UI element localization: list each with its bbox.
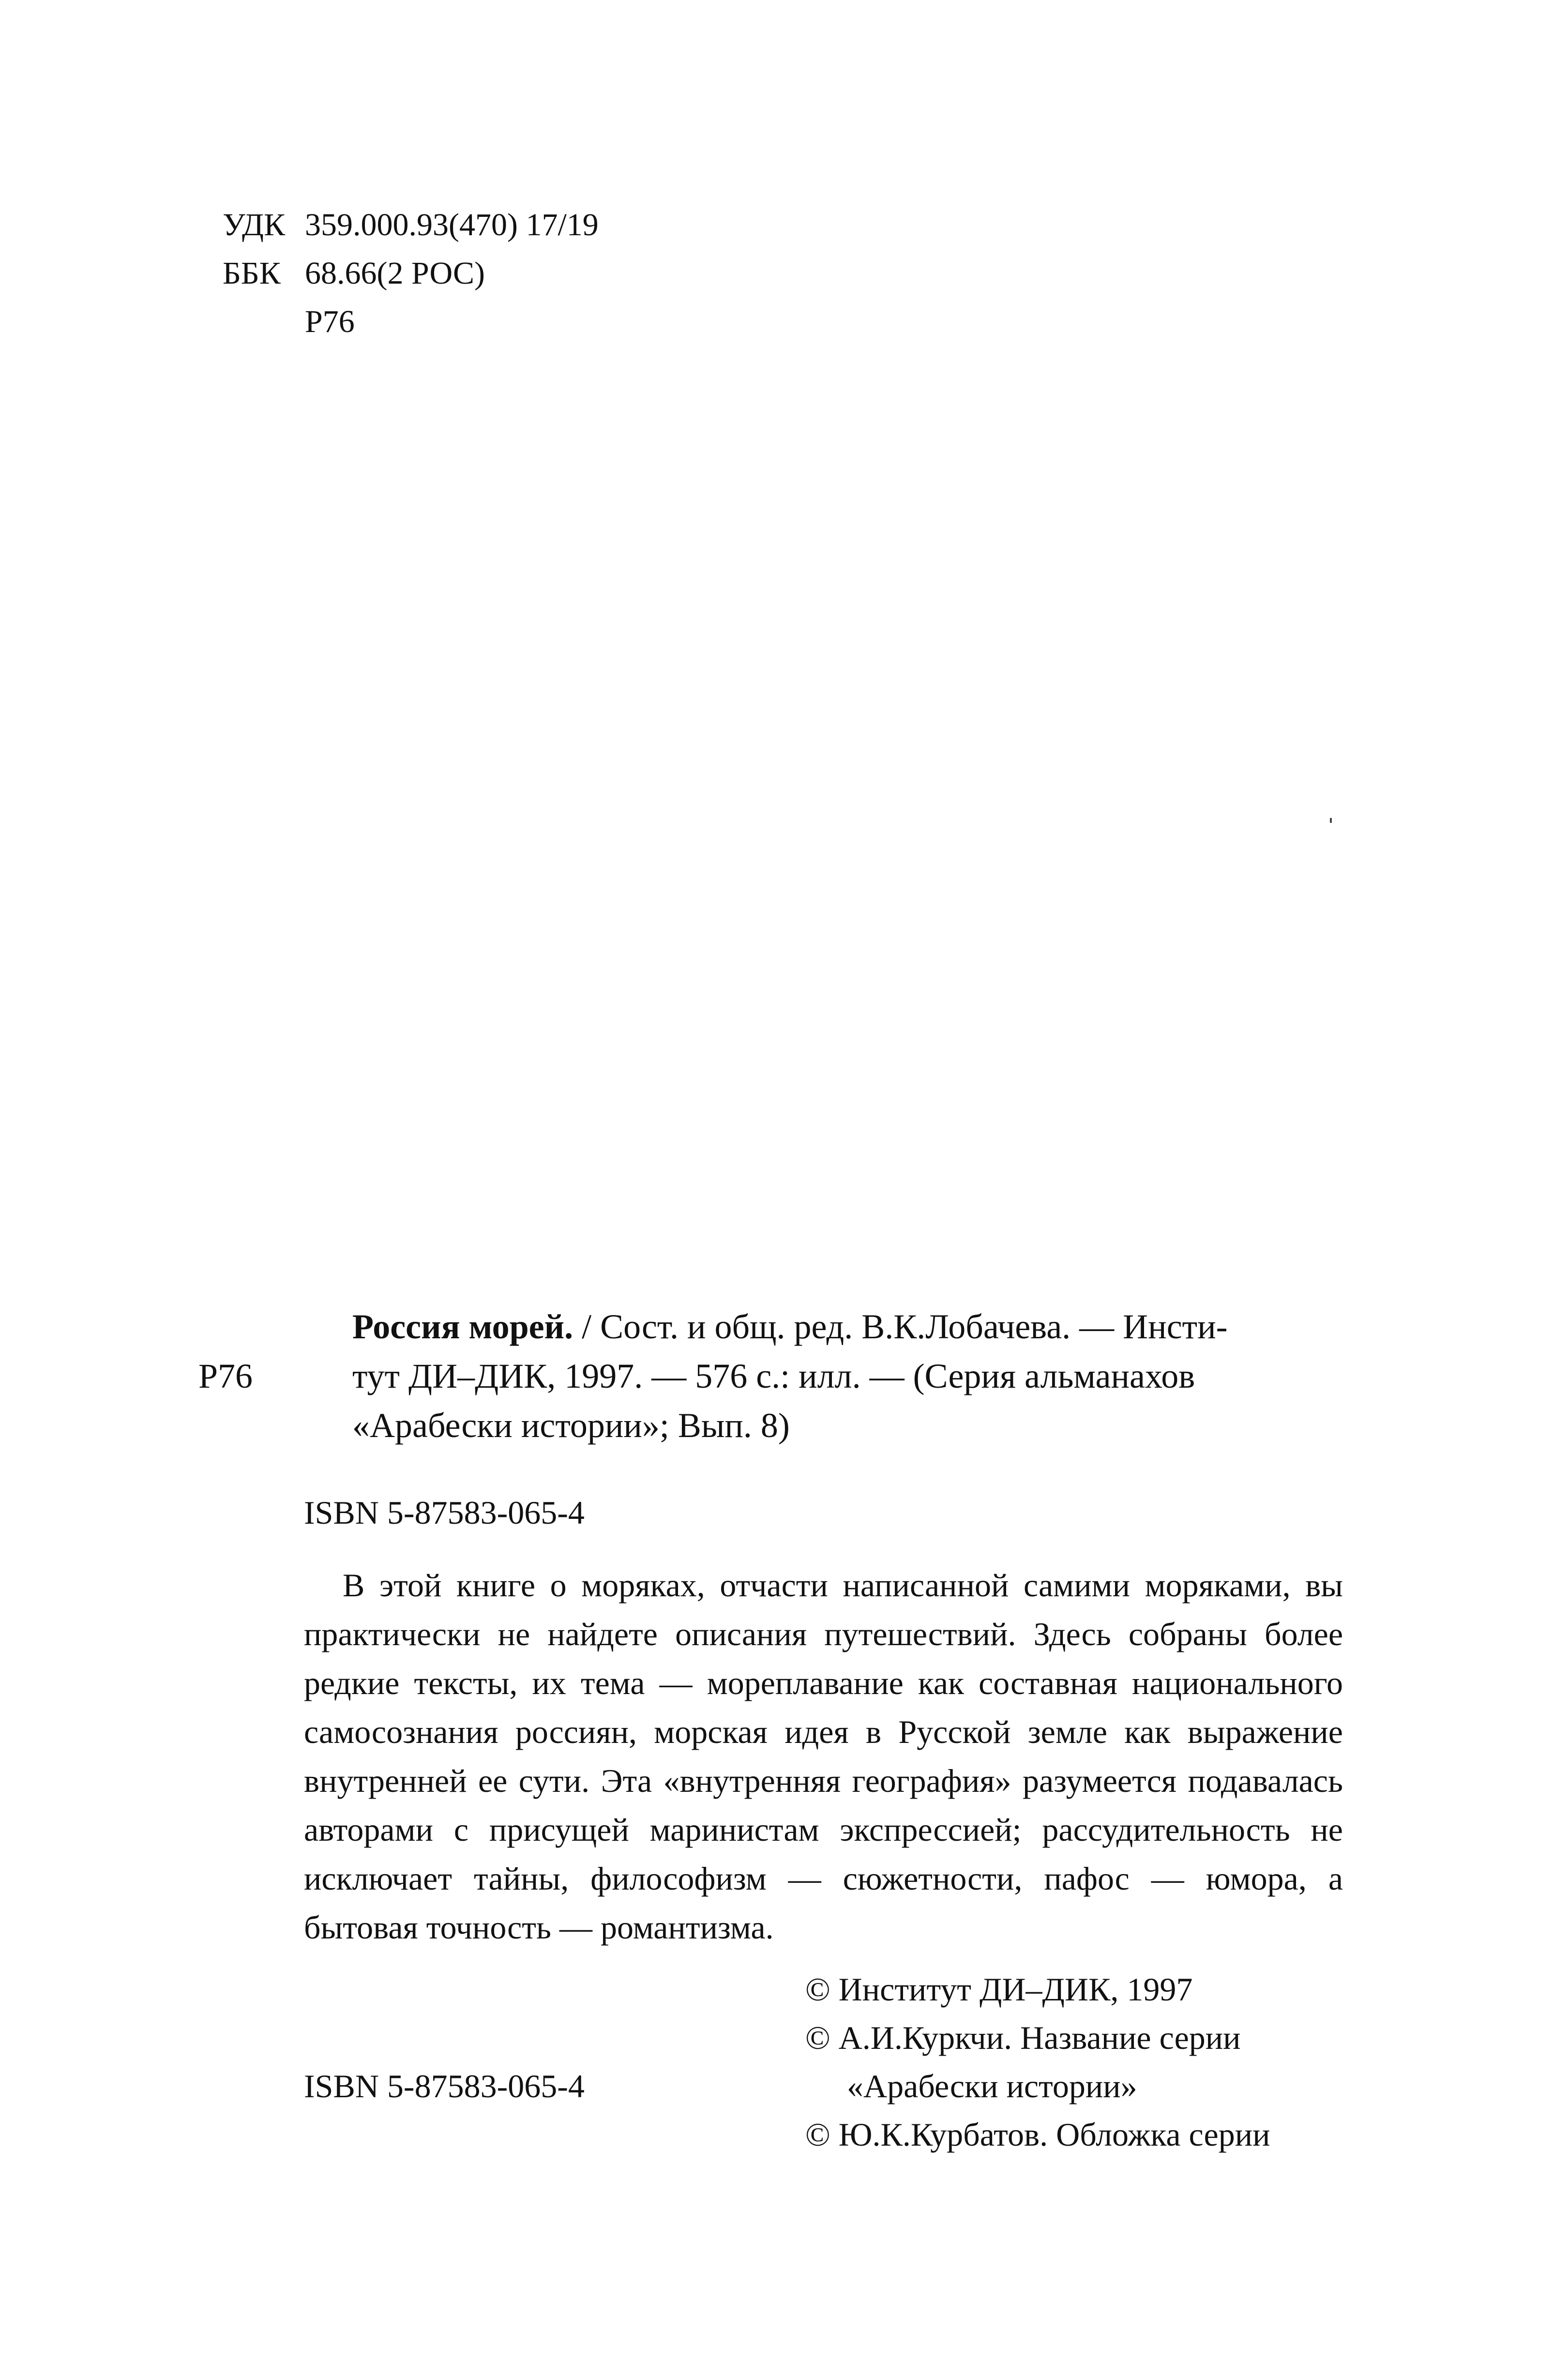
book-title: Россия морей. (352, 1307, 573, 1346)
copyright-publisher: © Институт ДИ–ДИК, 1997 (805, 1971, 1193, 2008)
copyright-series-name-cont: «Арабески истории» (847, 2068, 1137, 2105)
copyright-series-name: © А.И.Куркчи. Название серии (805, 2019, 1241, 2056)
classification-block (223, 201, 599, 346)
isbn-bottom: ISBN 5-87583-065-4 (304, 2068, 585, 2105)
annotation-text: В этой книге о моряках, отчасти написанной самими моряками, вы практически не найдете описания путешествий. Здесь собраны более редкие тексты, их тема — мореплавание как составная национального самосознания россиян, морская идея в Русской земле как выражение внутренней ее сути. Эта «внутренняя география» разумеется подавалась авторами с присущей маринистам экспрессией; рассудительность не исключает тайны, философизм — сюжетности, пафос — юмора, а бытовая точность — романтизма. (304, 1567, 1343, 1946)
catalog-line-1: / Сост. и общ. ред. В.К.Лобачева. — Инсти- (573, 1307, 1228, 1346)
bbk-row (223, 249, 599, 298)
catalog-description (352, 1302, 1360, 1450)
udk-label: УДК (223, 207, 286, 242)
udk-value: 359.000.93(470) 17/19 (305, 207, 599, 242)
catalog-code: Р76 (198, 1357, 253, 1395)
copyright-cover: © Ю.К.Курбатов. Обложка серии (805, 2116, 1270, 2153)
bbk-label: ББК (223, 256, 281, 291)
author-mark: Р76 (305, 304, 355, 339)
catalog-line-3: «Арабески истории»; Вып. 8) (352, 1406, 790, 1445)
print-speck (1330, 818, 1332, 823)
isbn-top: ISBN 5-87583-065-4 (304, 1494, 585, 1531)
catalog-line-2: тут ДИ–ДИК, 1997. — 576 с.: илл. — (Серия альманахов (352, 1357, 1195, 1395)
udk-row (223, 201, 599, 249)
copyright-block (805, 1965, 1362, 2159)
bbk-value: 68.66(2 РОС) (305, 256, 485, 291)
catalog-entry (198, 1302, 1360, 1450)
